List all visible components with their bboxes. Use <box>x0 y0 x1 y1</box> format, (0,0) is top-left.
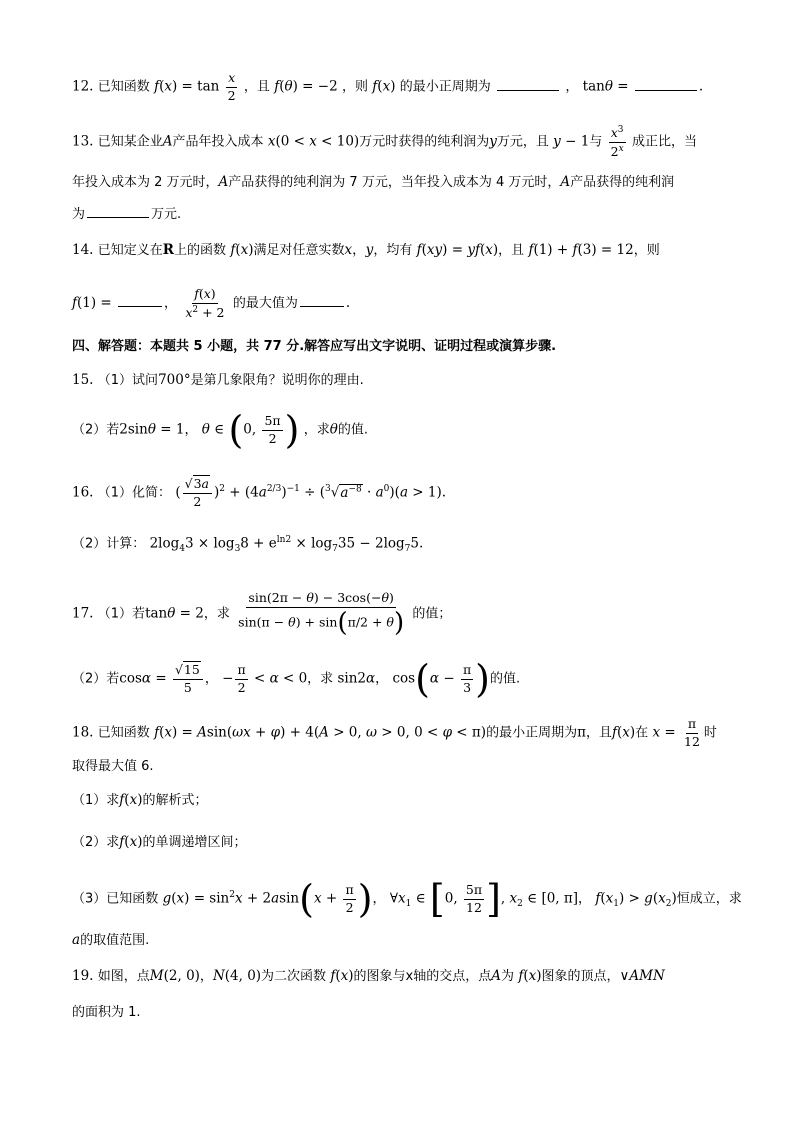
answer-blank[interactable] <box>118 292 162 307</box>
problem-15-line-2: （2）若2sinθ = 1， θ ∈ (0, $\frac{5\pi}{2}$ ) ，求θ的值. <box>72 408 369 452</box>
problem-15-line-1: 15. （1）试问700°是第几象限角？说明你的理由. <box>72 372 364 388</box>
answer-blank[interactable] <box>635 76 697 91</box>
problem-16-line-1: 16. （1）化简： ( $\frac{√3a}{2}$ )$^2 + (4a^{2/3})^{-1} \div (^3√a^{-8} \cdot a^0)(a > 1)$. <box>72 476 447 509</box>
problem-13-line-2: 年投入成本为 2 万元时，A产品获得的纯利润为 7 万元，当年投入成本为 4 万元时，A产品获得的纯利润 <box>72 174 675 190</box>
answer-blank[interactable] <box>497 76 559 91</box>
answer-blank[interactable] <box>87 203 149 218</box>
problem-18-line-4: （2）求f(x)的单调递增区间； <box>72 834 247 850</box>
problem-17-line-1: 17. （1）若tanθ = 2，求 $\frac{\sin(2\pi - \theta) - 3\cos(-\theta)}{\sin(\pi - \theta) + \sin(\pi/2 + \theta)}$ 的值； <box>72 590 452 638</box>
problem-19-line-1: 19. 如图，点M(2, 0)，N(4, 0)为二次函数 f(x)的图象与x轴的交点，点A为 f(x)图象的顶点，∨AMN <box>72 968 665 984</box>
problem-18-line-6: a的取值范围. <box>72 932 150 948</box>
problem-18-line-1: 18. 已知函数 f(x) = Asin(ωx + φ) + 4(A > 0, ω > 0, 0 < φ < π)的最小正周期为π，且f(x)在 x = $\frac{\pi}{12}$ 时 <box>72 716 717 749</box>
answer-blank[interactable] <box>300 292 344 307</box>
problem-18-line-5: （3）已知函数 $g(x) = \sin^2x + 2asin(x$ + $\frac{\pi}{2}$ )， $\forall x_1$ ∈ [0, $\frac{5\pi}{12}$ ], $x_2$ ∈ [0, π]， $f(x_1) > g(x_2)$恒成立，求 <box>72 877 742 921</box>
problem-16-line-2: （2）计算： $2\log_43 \times \log_38 + e^{ln2} \times \log_735 - 2\log_75$. <box>72 535 424 555</box>
problem-18-line-3: （1）求f(x)的解析式； <box>72 792 208 808</box>
problem-17-line-2: （2）若cosα = $\frac{√15}{5}$ ， − $\frac{\pi}{2}$ < α < 0，求 sin2α， cos(α − $\frac{\pi}{3}$ )的值. <box>72 657 521 701</box>
problem-19-line-2: 的面积为 1. <box>72 1005 141 1020</box>
problem-14-line-1: 14. 已知定义在R上的函数 f(x)满足对任意实数x，y，均有 f(xy) = yf(x)，且 f(1) + f(3) = 12，则 <box>72 242 660 258</box>
problem-13-line-3: 为 万元. <box>72 203 724 225</box>
problem-18-line-2: 取得最大值 6. <box>72 759 154 774</box>
problem-13-line-1: 13. 已知某企业A产品年投入成本 x(0 < x < 10)万元时获得的纯利润为y万元，且 y − 1与 $\frac{x^3}{2^x}$ 成正比，当 <box>72 125 697 159</box>
problem-14-line-2: f(1) = ， $\frac{f(x)}{x^2 + 2}$ 的最大值为 . <box>72 286 351 320</box>
problem-12: 12. 已知函数 f(x) = tan $\frac{x}{2}$ ，且 f(θ) = −2 ，则 f(x) 的最小正周期为 ， tanθ = . <box>72 70 704 103</box>
section-heading: 四、解答题：本题共 5 小题，共 77 分.解答应写出文字说明、证明过程或演算步骤. <box>72 339 557 354</box>
